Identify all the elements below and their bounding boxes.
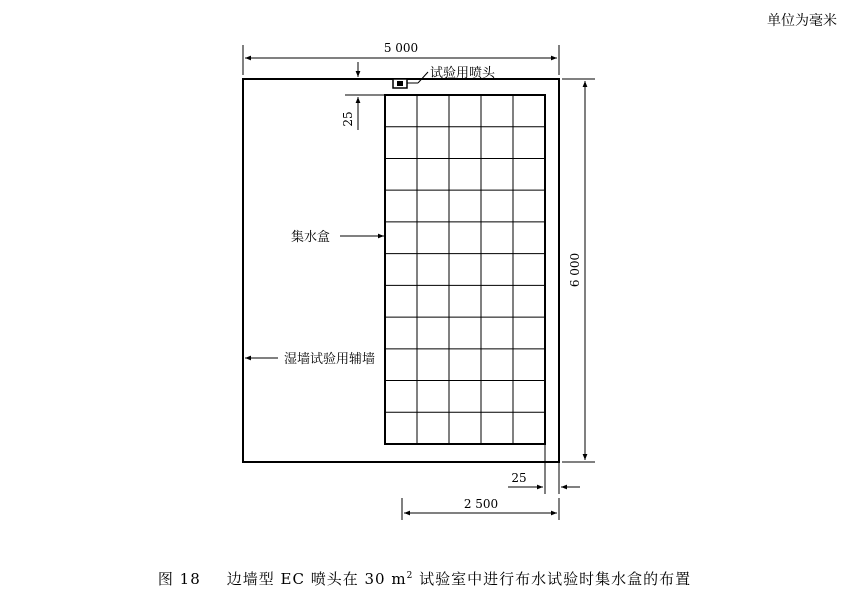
dim-offset-right <box>508 444 580 494</box>
unit-note: 单位为毫米 <box>767 13 837 29</box>
caption-superscript: 2 <box>406 571 414 581</box>
figure-number: 图 18 <box>157 570 201 588</box>
dim-box-width-label: 2 500 <box>463 497 499 511</box>
dim-width-label: 5 000 <box>383 41 419 55</box>
nozzle-label: 试验用喷头 <box>430 66 496 81</box>
caption-text-after: 试验室中进行布水试验时集水盒的布置 <box>413 570 692 588</box>
wall-label: 湿墙试验用辅墙 <box>284 352 376 367</box>
caption-text-before: 边墙型 EC 喷头在 30 m <box>226 570 407 588</box>
collector-frame <box>385 95 545 444</box>
collector-grid <box>385 95 545 444</box>
dim-offset-top-label: 25 <box>341 111 355 127</box>
collector-label: 集水盒 <box>291 230 331 245</box>
room-outline <box>243 79 559 462</box>
dim-offset-right-label: 25 <box>511 471 527 485</box>
figure-caption <box>0 568 849 589</box>
dim-height-label: 6 000 <box>568 252 582 288</box>
